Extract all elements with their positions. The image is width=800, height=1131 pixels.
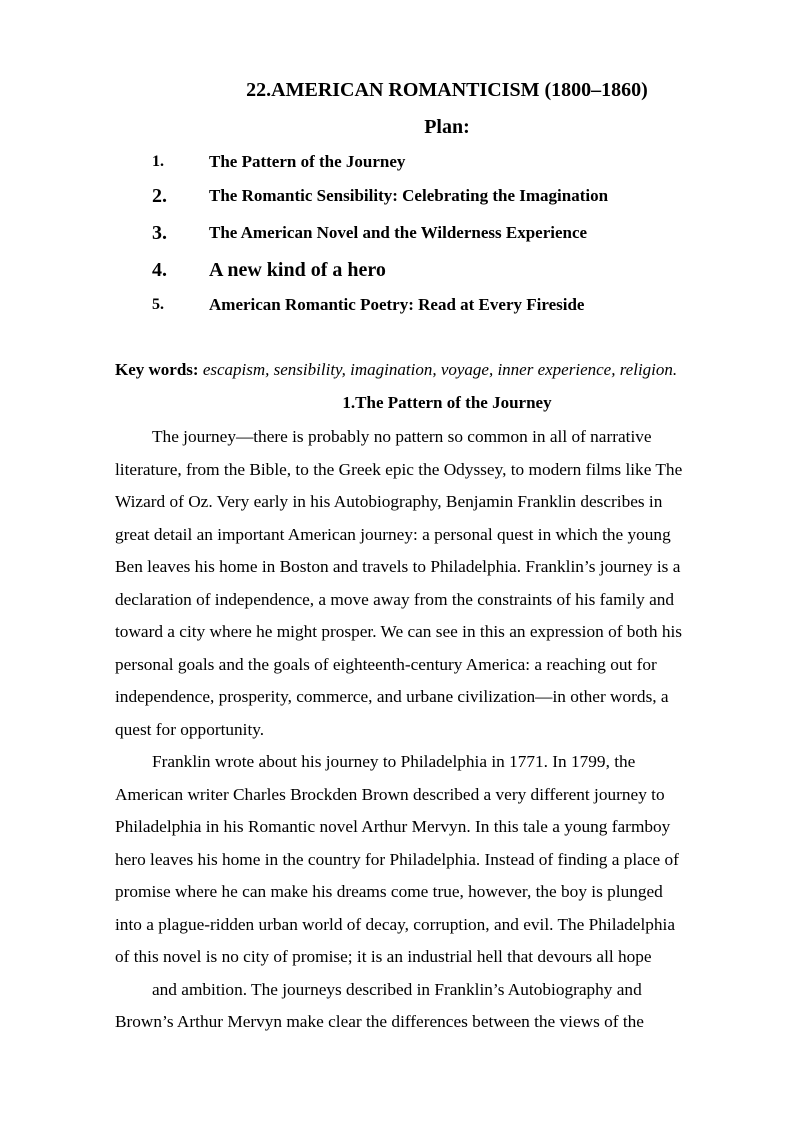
keywords-list: escapism, sensibility, imagination, voyage, inner experience, religion. xyxy=(202,360,678,379)
paragraph-line: promise where he can make his dreams come true, however, the boy is plunged xyxy=(115,882,663,901)
plan-item-number: 2. xyxy=(152,185,167,207)
plan-heading: Plan: xyxy=(424,116,470,138)
plan-item-text: The American Novel and the Wilderness Experience xyxy=(209,223,588,242)
paragraph-line: Franklin wrote about his journey to Philadelphia in 1771. In 1799, the xyxy=(152,752,636,771)
paragraph-line: Wizard of Oz. Very early in his Autobiography, Benjamin Franklin describes in xyxy=(115,492,663,511)
paragraph-line: literature, from the Bible, to the Greek epic the Odyssey, to modern films like The xyxy=(115,459,683,479)
paragraph-line: Philadelphia in his Romantic novel Arthur Mervyn. In this tale a young farmboy xyxy=(115,817,671,836)
paragraph-line: into a plague-ridden urban world of decay, corruption, and evil. The Philadelphia xyxy=(115,914,676,934)
paragraph-line: Ben leaves his home in Boston and travels to Philadelphia. Franklin’s journey is a xyxy=(115,557,681,576)
plan-item-text: A new kind of a hero xyxy=(209,259,386,281)
paragraph-line: personal goals and the goals of eighteenth-century America: a reaching out for xyxy=(115,654,657,674)
paragraph-line: American writer Charles Brockden Brown described a very different journey to xyxy=(115,784,665,804)
paragraph-line: toward a city where he might prosper. We can see in this an expression of both his xyxy=(115,622,682,641)
body-text xyxy=(115,421,755,1039)
plan-item-text: The Pattern of the Journey xyxy=(209,152,406,171)
plan-item-number: 1. xyxy=(152,153,164,170)
paragraph-line: of this novel is no city of promise; it is an industrial hell that devours all hope xyxy=(115,947,652,966)
paragraph-line: independence, prosperity, commerce, and urbane civilization—in other words, a xyxy=(115,687,669,706)
paragraph-line: The journey—there is probably no pattern so common in all of narrative xyxy=(152,427,652,446)
keywords-line xyxy=(115,358,755,382)
plan-item-number: 3. xyxy=(152,222,167,244)
paragraph-line: great detail an important American journey: a personal quest in which the young xyxy=(115,524,671,544)
paragraph-line: declaration of independence, a move away from the constraints of his family and xyxy=(115,589,675,609)
keywords-label: Key words: xyxy=(115,360,199,379)
plan-item-text: American Romantic Poetry: Read at Every Fireside xyxy=(209,295,585,314)
page-title: 22.AMERICAN ROMANTICISM (1800–1860) xyxy=(246,79,648,101)
plan-item-text: The Romantic Sensibility: Celebrating the Imagination xyxy=(209,186,609,205)
plan-item-number: 5. xyxy=(152,296,164,313)
paragraph-line: hero leaves his home in the country for Philadelphia. Instead of finding a place of xyxy=(115,849,679,869)
paragraph-line: Brown’s Arthur Mervyn make clear the differences between the views of the xyxy=(115,1012,644,1031)
paragraph-line: and ambition. The journeys described in Franklin’s Autobiography and xyxy=(152,979,642,999)
plan-item-number: 4. xyxy=(152,259,167,281)
paragraph-line: quest for opportunity. xyxy=(115,719,265,739)
section-heading: 1.The Pattern of the Journey xyxy=(342,393,552,412)
